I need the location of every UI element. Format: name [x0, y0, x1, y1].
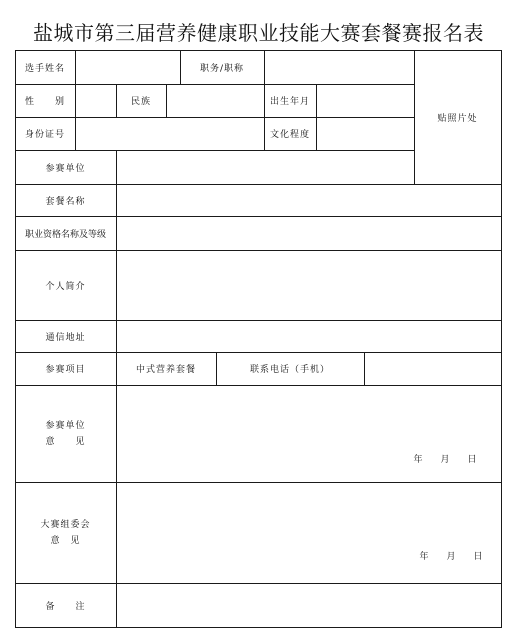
phone-field[interactable] — [365, 353, 501, 385]
label-qualification: 职业资格名称及等级 — [24, 229, 106, 240]
education-field[interactable] — [317, 118, 414, 150]
qualification-field[interactable] — [117, 217, 501, 250]
unit-opinion-line-1: 参赛单位 — [45, 420, 86, 431]
address-field[interactable] — [117, 321, 501, 352]
label-ethnicity: 民族 — [130, 97, 151, 107]
label-duty-title: 职务/职称 — [199, 63, 245, 74]
event-value: 中式营养套餐 — [135, 365, 196, 375]
table-border — [501, 50, 502, 628]
label-id-number: 身份证号 — [24, 130, 65, 140]
label-education: 文化程度 — [269, 130, 310, 140]
label-remarks: 备 注 — [45, 601, 86, 612]
gender-field[interactable] — [76, 85, 116, 117]
ethnicity-field[interactable] — [167, 85, 264, 117]
label-team-name: 套餐名称 — [45, 196, 86, 207]
photo-area[interactable]: 贴照片处 — [437, 113, 478, 124]
label-committee-opinion — [15, 482, 116, 583]
unit-opinion-field[interactable] — [117, 386, 501, 482]
label-gender: 性 别 — [24, 97, 65, 107]
unit-opinion-date: 年 月 日 — [413, 454, 477, 465]
label-address: 通信地址 — [45, 332, 86, 343]
label-event: 参赛项目 — [45, 365, 86, 375]
unit-opinion-line-2: 意 见 — [45, 436, 86, 447]
committee-opinion-date: 年 月 日 — [419, 551, 483, 562]
label-contestant-name: 选手姓名 — [24, 63, 65, 74]
form-title: 盐城市第三届营养健康职业技能大赛套餐赛报名表 — [33, 21, 484, 45]
label-unit: 参赛单位 — [45, 163, 86, 174]
duty-title-field[interactable] — [265, 51, 414, 84]
committee-opinion-field[interactable] — [117, 483, 501, 583]
label-intro: 个人简介 — [45, 281, 86, 292]
committee-opinion-line-1: 大赛组委会 — [40, 519, 91, 530]
intro-field[interactable] — [117, 251, 501, 320]
birth-date-field[interactable] — [317, 85, 414, 117]
remarks-field[interactable] — [117, 584, 501, 627]
label-unit-opinion — [15, 385, 116, 482]
team-name-field[interactable] — [117, 185, 501, 216]
label-birth-date: 出生年月 — [269, 97, 310, 107]
table-border — [15, 627, 502, 628]
unit-field[interactable] — [117, 151, 414, 184]
label-phone: 联系电话（手机） — [249, 365, 330, 375]
committee-opinion-line-2: 意 见 — [50, 535, 81, 546]
id-number-field[interactable] — [76, 118, 264, 150]
contestant-name-field[interactable] — [76, 51, 180, 84]
